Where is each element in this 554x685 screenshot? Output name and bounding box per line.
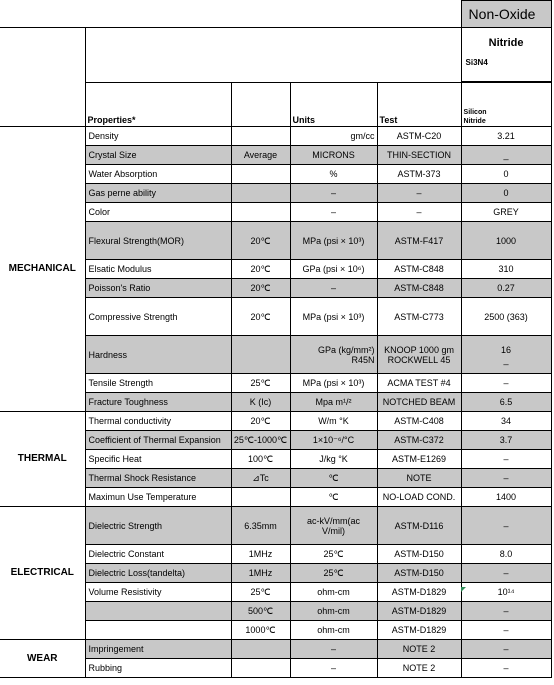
test-cell: THIN-SECTION — [377, 146, 461, 165]
property-cell: Dielectric Constant — [85, 545, 231, 564]
formula-header: Si3N4 — [461, 58, 551, 82]
test-cell: ASTM-D150 — [377, 564, 461, 583]
property-cell: Volume Resistivity — [85, 583, 231, 602]
value-cell: 10¹⁴ — [461, 583, 551, 602]
units-column-header: Units — [290, 83, 377, 127]
property-cell — [85, 602, 231, 621]
units-cell: J/kg °K — [290, 450, 377, 469]
property-cell: Tensile Strength — [85, 374, 231, 393]
units-cell: – — [290, 279, 377, 298]
condition-cell — [231, 659, 290, 678]
condition-cell — [231, 488, 290, 507]
property-cell: Maximun Use Temperature — [85, 488, 231, 507]
value-cell: 6.5 — [461, 393, 551, 412]
table-row — [0, 507, 551, 545]
value-cell: – — [461, 374, 551, 393]
value-cell: 0 — [461, 165, 551, 184]
condition-cell — [231, 203, 290, 222]
condition-cell: 1000℃ — [231, 621, 290, 640]
cell-note-marker — [461, 587, 466, 592]
value-cell: 3.21 — [461, 127, 551, 146]
test-cell: KNOOP 1000 gm ROCKWELL 45 — [377, 336, 461, 374]
property-cell — [85, 621, 231, 640]
units-cell: gm/cc — [290, 127, 377, 146]
condition-cell: 6.35mm — [231, 507, 290, 545]
property-cell: Compressive Strength — [85, 298, 231, 336]
condition-cell: 20℃ — [231, 260, 290, 279]
value-cell: GREY — [461, 203, 551, 222]
value-cell: – — [461, 564, 551, 583]
material-family-header: Nitride — [461, 28, 551, 58]
condition-cell: K (Ic) — [231, 393, 290, 412]
units-cell: ohm-cm — [290, 583, 377, 602]
condition-cell: 20℃ — [231, 222, 290, 260]
value-cell: 8.0 — [461, 545, 551, 564]
value-cell: – — [461, 640, 551, 659]
test-cell: ASTM-C773 — [377, 298, 461, 336]
units-cell: ohm-cm — [290, 621, 377, 640]
property-cell: Dielectric Strength — [85, 507, 231, 545]
section-label: MECHANICAL — [0, 127, 85, 412]
test-cell: ASTM-373 — [377, 165, 461, 184]
property-cell: Gas perne ability — [85, 184, 231, 203]
condition-cell: 25℃-1000℃ — [231, 431, 290, 450]
table-row — [0, 640, 551, 659]
test-cell: ASTM-D116 — [377, 507, 461, 545]
condition-cell — [231, 640, 290, 659]
value-cell: _ — [461, 146, 551, 165]
condition-cell — [231, 336, 290, 374]
property-cell: Elsatic Modulus — [85, 260, 231, 279]
test-cell: ASTM-C408 — [377, 412, 461, 431]
units-cell: MPa (psi × 10³) — [290, 298, 377, 336]
test-cell: ASTM-D1829 — [377, 602, 461, 621]
units-cell: ℃ — [290, 469, 377, 488]
value-cell: – — [461, 507, 551, 545]
test-cell: ASTM-D150 — [377, 545, 461, 564]
test-cell: – — [377, 184, 461, 203]
units-cell: – — [290, 640, 377, 659]
property-cell: Thermal conductivity — [85, 412, 231, 431]
condition-cell — [231, 165, 290, 184]
property-cell: Coefficient of Thermal Expansion — [85, 431, 231, 450]
test-cell: ASTM-C20 — [377, 127, 461, 146]
test-cell: NOTE 2 — [377, 659, 461, 678]
units-cell: – — [290, 203, 377, 222]
condition-cell: Average — [231, 146, 290, 165]
condition-cell: 20℃ — [231, 412, 290, 431]
test-cell: ASTM-F417 — [377, 222, 461, 260]
units-cell: % — [290, 165, 377, 184]
condition-cell: 20℃ — [231, 298, 290, 336]
table-row — [0, 127, 551, 146]
value-cell: – — [461, 450, 551, 469]
test-cell: – — [377, 203, 461, 222]
units-cell: ohm-cm — [290, 602, 377, 621]
value-cell: 3.7 — [461, 431, 551, 450]
units-cell: ac-kV/mm(ac V/mil) — [290, 507, 377, 545]
units-cell: Mpa m¹/² — [290, 393, 377, 412]
condition-cell — [231, 127, 290, 146]
properties-column-header: Properties* — [85, 83, 231, 127]
property-cell: Flexural Strength(MOR) — [85, 222, 231, 260]
value-cell: – — [461, 621, 551, 640]
property-cell: Thermal Shock Resistance — [85, 469, 231, 488]
value-cell: 34 — [461, 412, 551, 431]
test-cell: ASTM-C848 — [377, 260, 461, 279]
property-cell: Impringement — [85, 640, 231, 659]
property-cell: Density — [85, 127, 231, 146]
test-cell: NOTE — [377, 469, 461, 488]
value-cell: 0 — [461, 184, 551, 203]
test-cell: ASTM-C848 — [377, 279, 461, 298]
units-cell: W/m °K — [290, 412, 377, 431]
units-cell: 1×10⁻⁶/°C — [290, 431, 377, 450]
value-cell: – — [461, 602, 551, 621]
condition-cell: ⊿Tc — [231, 469, 290, 488]
units-cell: MPa (psi × 10³) — [290, 222, 377, 260]
test-cell: NO-LOAD COND. — [377, 488, 461, 507]
section-label: THERMAL — [0, 412, 85, 507]
test-cell: NOTE 2 — [377, 640, 461, 659]
value-cell: 0.27 — [461, 279, 551, 298]
test-cell: ASTM-D1829 — [377, 583, 461, 602]
units-cell: – — [290, 659, 377, 678]
material-column-header: Silicon Nitride — [461, 83, 551, 127]
units-cell: MICRONS — [290, 146, 377, 165]
test-cell: ASTM-E1269 — [377, 450, 461, 469]
table-row — [0, 412, 551, 431]
units-cell: 25℃ — [290, 545, 377, 564]
property-cell: Specific Heat — [85, 450, 231, 469]
property-cell: Water Absorption — [85, 165, 231, 184]
test-column-header: Test — [377, 83, 461, 127]
value-cell: 16 _ — [461, 336, 551, 374]
units-cell: ℃ — [290, 488, 377, 507]
property-cell: Color — [85, 203, 231, 222]
value-cell: 2500 (363) — [461, 298, 551, 336]
condition-cell: 25℃ — [231, 374, 290, 393]
property-cell: Poisson's Ratio — [85, 279, 231, 298]
value-cell: – — [461, 659, 551, 678]
property-cell: Fracture Toughness — [85, 393, 231, 412]
test-cell: ACMA TEST #4 — [377, 374, 461, 393]
value-cell: 1000 — [461, 222, 551, 260]
value-cell: – — [461, 469, 551, 488]
units-cell: 25℃ — [290, 564, 377, 583]
units-cell: MPa (psi × 10³) — [290, 374, 377, 393]
property-cell: Hardness — [85, 336, 231, 374]
value-cell: 1400 — [461, 488, 551, 507]
property-cell: Rubbing — [85, 659, 231, 678]
test-cell: ASTM-C372 — [377, 431, 461, 450]
units-cell: GPa (kg/mm²) R45N — [290, 336, 377, 374]
property-cell: Dielectric Loss(tandelta) — [85, 564, 231, 583]
condition-cell: 25℃ — [231, 583, 290, 602]
condition-cell: 1MHz — [231, 545, 290, 564]
property-cell: Crystal Size — [85, 146, 231, 165]
condition-cell: 500℃ — [231, 602, 290, 621]
condition-cell: 1MHz — [231, 564, 290, 583]
units-cell: GPa (psi × 10⁶) — [290, 260, 377, 279]
section-label: WEAR — [0, 640, 85, 678]
condition-cell: 100℃ — [231, 450, 290, 469]
material-class-header: Non-Oxide — [461, 1, 551, 28]
value-cell: 310 — [461, 260, 551, 279]
condition-cell — [231, 184, 290, 203]
section-label: ELECTRICAL — [0, 507, 85, 640]
test-cell: ASTM-D1829 — [377, 621, 461, 640]
units-cell: – — [290, 184, 377, 203]
test-cell: NOTCHED BEAM — [377, 393, 461, 412]
condition-cell: 20℃ — [231, 279, 290, 298]
